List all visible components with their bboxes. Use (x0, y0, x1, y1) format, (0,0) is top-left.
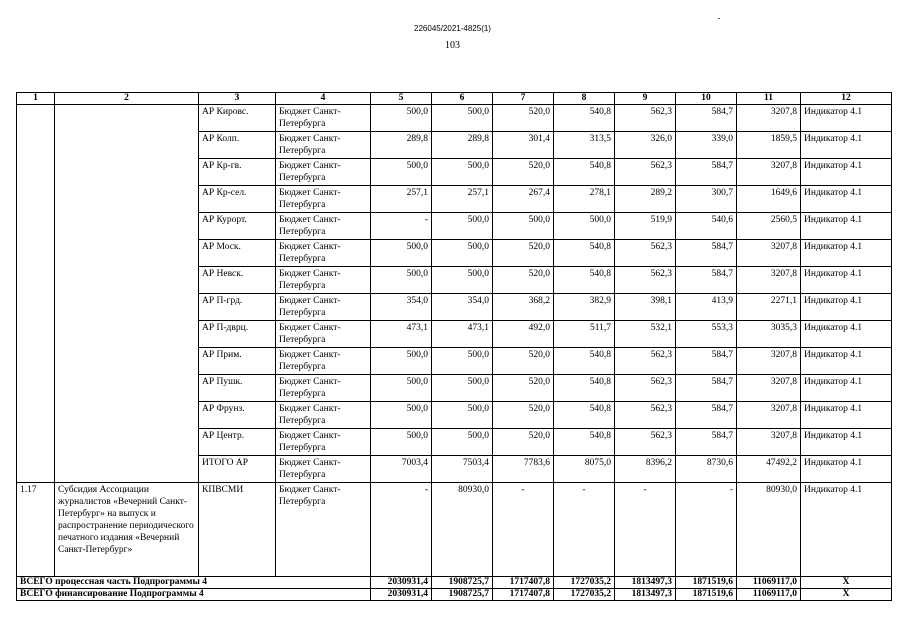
row-value: 7783,6 (493, 456, 554, 483)
total-value: 2030931,4 (371, 577, 432, 589)
entry-name: Субсидия Ассоциации журналистов «Вечерний Санкт-Петербург» на выпуск и распространение периодического печатного издания «Вечерний Санкт-Петербург» (55, 483, 199, 577)
row-value: 584,7 (676, 348, 737, 375)
row-indicator: Индикатор 4.1 (801, 294, 892, 321)
row-value: 532,1 (615, 321, 676, 348)
entry-value: 80930,0 (432, 483, 493, 577)
row-org: АР Невск. (199, 267, 276, 294)
row-value: 7503,4 (432, 456, 493, 483)
total-value: 1727035,2 (554, 577, 615, 589)
row-value: 1859,5 (737, 132, 801, 159)
entry-value: - (371, 483, 432, 577)
row-value: 500,0 (432, 375, 493, 402)
document-code: 226045/2021-4825(1) (414, 24, 491, 33)
row-value: 8396,2 (615, 456, 676, 483)
row-value: 540,8 (554, 105, 615, 132)
row-value: 562,3 (615, 402, 676, 429)
row-value: 584,7 (676, 240, 737, 267)
row-value: 540,8 (554, 375, 615, 402)
row-value: 313,5 (554, 132, 615, 159)
row-source: Бюджет Санкт-Петербурга (276, 240, 371, 267)
total-value: 1871519,6 (676, 589, 737, 601)
row-source: Бюджет Санкт-Петербурга (276, 105, 371, 132)
row-value: 3207,8 (737, 159, 801, 186)
row-indicator: Индикатор 4.1 (801, 429, 892, 456)
total-value: 1727035,2 (554, 589, 615, 601)
row-org: АР Центр. (199, 429, 276, 456)
row-value: 257,1 (371, 186, 432, 213)
row-source: Бюджет Санкт-Петербурга (276, 348, 371, 375)
row-value: 500,0 (371, 240, 432, 267)
row-value: 562,3 (615, 105, 676, 132)
total-value: 1717407,8 (493, 577, 554, 589)
entry-value: - (493, 483, 554, 577)
entry-value: 80930,0 (737, 483, 801, 577)
row-org: АР Прим. (199, 348, 276, 375)
row-value: 500,0 (432, 240, 493, 267)
row-value: 500,0 (371, 267, 432, 294)
entry-value: - (554, 483, 615, 577)
row-source: Бюджет Санкт-Петербурга (276, 456, 371, 483)
entry-source: Бюджет Санкт-Петербурга (276, 483, 371, 577)
col-header: 5 (371, 93, 432, 105)
entry-indicator: Индикатор 4.1 (801, 483, 892, 577)
row-value: 7003,4 (371, 456, 432, 483)
row-org: АР Пушк. (199, 375, 276, 402)
row-org: АР Курорт. (199, 213, 276, 240)
total-label: ВСЕГО процессная часть Подпрограммы 4 (17, 577, 371, 589)
total-indicator: X (801, 589, 892, 601)
entry-value: - (676, 483, 737, 577)
row-value: 520,0 (493, 159, 554, 186)
row-value: 500,0 (371, 159, 432, 186)
row-value: 520,0 (493, 105, 554, 132)
empty-name-cell (55, 105, 199, 483)
row-value: 2560,5 (737, 213, 801, 240)
row-value: 584,7 (676, 375, 737, 402)
entry-org: КПВСМИ (199, 483, 276, 577)
col-header: 4 (276, 93, 371, 105)
row-value: 540,8 (554, 348, 615, 375)
row-value: 584,7 (676, 159, 737, 186)
row-value: 8730,6 (676, 456, 737, 483)
total-value: 11069117,0 (737, 577, 801, 589)
row-value: 3035,3 (737, 321, 801, 348)
row-value: 520,0 (493, 375, 554, 402)
header-row (17, 93, 892, 105)
total-row-financing (17, 589, 892, 601)
row-value: 584,7 (676, 105, 737, 132)
row-value: 540,8 (554, 267, 615, 294)
row-value: 500,0 (371, 402, 432, 429)
row-value: 540,8 (554, 402, 615, 429)
row-value: 3207,8 (737, 429, 801, 456)
col-header: 2 (55, 93, 199, 105)
row-value: 413,9 (676, 294, 737, 321)
col-header: 10 (676, 93, 737, 105)
row-value: 300,7 (676, 186, 737, 213)
row-indicator: Индикатор 4.1 (801, 132, 892, 159)
row-value: 382,9 (554, 294, 615, 321)
row-value: 1649,6 (737, 186, 801, 213)
row-value: 500,0 (371, 429, 432, 456)
row-value: 289,8 (371, 132, 432, 159)
row-value: 540,6 (676, 213, 737, 240)
row-value: 520,0 (493, 348, 554, 375)
row-value: 562,3 (615, 375, 676, 402)
row-value: 540,8 (554, 159, 615, 186)
row-source: Бюджет Санкт-Петербурга (276, 213, 371, 240)
row-value: 267,4 (493, 186, 554, 213)
row-indicator: Индикатор 4.1 (801, 267, 892, 294)
total-row-process (17, 577, 892, 589)
row-value: 500,0 (371, 375, 432, 402)
total-value: 1908725,7 (432, 577, 493, 589)
row-value: 562,3 (615, 348, 676, 375)
row-value: 520,0 (493, 429, 554, 456)
row-org: АР Колп. (199, 132, 276, 159)
row-value: 289,8 (432, 132, 493, 159)
entry-value: - (615, 483, 676, 577)
row-org: АР П-грд. (199, 294, 276, 321)
col-header: 1 (17, 93, 55, 105)
page-number: 103 (445, 40, 460, 51)
row-org: АР Кр-гв. (199, 159, 276, 186)
row-source: Бюджет Санкт-Петербурга (276, 267, 371, 294)
row-value: 584,7 (676, 267, 737, 294)
row-indicator: Индикатор 4.1 (801, 240, 892, 267)
row-value: 289,2 (615, 186, 676, 213)
total-indicator: X (801, 577, 892, 589)
row-value: 500,0 (554, 213, 615, 240)
total-value: 2030931,4 (371, 589, 432, 601)
row-org: АР Кр-сел. (199, 186, 276, 213)
total-value: 1813497,3 (615, 577, 676, 589)
row-value: 562,3 (615, 429, 676, 456)
col-header: 11 (737, 93, 801, 105)
row-value: 500,0 (432, 105, 493, 132)
row-value: 500,0 (371, 105, 432, 132)
row-source: Бюджет Санкт-Петербурга (276, 429, 371, 456)
row-value: 473,1 (371, 321, 432, 348)
row-value: 500,0 (432, 159, 493, 186)
row-value: 8075,0 (554, 456, 615, 483)
table-row (17, 105, 892, 132)
row-source: Бюджет Санкт-Петербурга (276, 375, 371, 402)
row-indicator: Индикатор 4.1 (801, 186, 892, 213)
row-org: ИТОГО АР (199, 456, 276, 483)
financing-table (16, 92, 892, 601)
row-value: 339,0 (676, 132, 737, 159)
col-header: 8 (554, 93, 615, 105)
col-header: 12 (801, 93, 892, 105)
row-value: 47492,2 (737, 456, 801, 483)
row-indicator: Индикатор 4.1 (801, 375, 892, 402)
row-value: 301,4 (493, 132, 554, 159)
row-value: 3207,8 (737, 375, 801, 402)
row-value: 3207,8 (737, 402, 801, 429)
row-value: 354,0 (371, 294, 432, 321)
row-value: 562,3 (615, 267, 676, 294)
col-header: 7 (493, 93, 554, 105)
row-value: 500,0 (432, 429, 493, 456)
row-value: 473,1 (432, 321, 493, 348)
row-value: 500,0 (432, 213, 493, 240)
row-value: 326,0 (615, 132, 676, 159)
row-value: 354,0 (432, 294, 493, 321)
row-value: 257,1 (432, 186, 493, 213)
row-value: 519,9 (615, 213, 676, 240)
row-value: 3207,8 (737, 105, 801, 132)
empty-number-cell (17, 105, 55, 483)
row-org: АР Фрунз. (199, 402, 276, 429)
row-value: 3207,8 (737, 348, 801, 375)
total-value: 1717407,8 (493, 589, 554, 601)
row-value: 500,0 (493, 213, 554, 240)
row-value: 500,0 (432, 402, 493, 429)
total-value: 1871519,6 (676, 577, 737, 589)
total-label: ВСЕГО финансирование Подпрограммы 4 (17, 589, 371, 601)
row-value: 584,7 (676, 402, 737, 429)
col-header: 3 (199, 93, 276, 105)
row-org: АР Кировс. (199, 105, 276, 132)
row-indicator: Индикатор 4.1 (801, 348, 892, 375)
row-indicator: Индикатор 4.1 (801, 105, 892, 132)
scan-speck (718, 18, 720, 19)
row-source: Бюджет Санкт-Петербурга (276, 132, 371, 159)
row-indicator: Индикатор 4.1 (801, 321, 892, 348)
row-source: Бюджет Санкт-Петербурга (276, 186, 371, 213)
row-value: 520,0 (493, 267, 554, 294)
row-source: Бюджет Санкт-Петербурга (276, 159, 371, 186)
total-value: 1908725,7 (432, 589, 493, 601)
row-value: 520,0 (493, 402, 554, 429)
row-value: 511,7 (554, 321, 615, 348)
col-header: 6 (432, 93, 493, 105)
row-value: 2271,1 (737, 294, 801, 321)
row-value: 500,0 (371, 348, 432, 375)
total-value: 1813497,3 (615, 589, 676, 601)
row-source: Бюджет Санкт-Петербурга (276, 321, 371, 348)
row-indicator: Индикатор 4.1 (801, 456, 892, 483)
row-value: 584,7 (676, 429, 737, 456)
row-value: 553,3 (676, 321, 737, 348)
row-value: 398,1 (615, 294, 676, 321)
entry-number: 1.17 (17, 483, 55, 577)
row-source: Бюджет Санкт-Петербурга (276, 402, 371, 429)
row-value: 368,2 (493, 294, 554, 321)
entry-117-row (17, 483, 892, 577)
row-value: 500,0 (432, 267, 493, 294)
row-value: - (371, 213, 432, 240)
row-indicator: Индикатор 4.1 (801, 402, 892, 429)
row-value: 3207,8 (737, 267, 801, 294)
row-value: 500,0 (432, 348, 493, 375)
row-value: 520,0 (493, 240, 554, 267)
row-source: Бюджет Санкт-Петербурга (276, 294, 371, 321)
row-value: 3207,8 (737, 240, 801, 267)
col-header: 9 (615, 93, 676, 105)
row-value: 492,0 (493, 321, 554, 348)
total-value: 11069117,0 (737, 589, 801, 601)
row-indicator: Индикатор 4.1 (801, 213, 892, 240)
row-value: 562,3 (615, 240, 676, 267)
row-value: 278,1 (554, 186, 615, 213)
row-value: 540,8 (554, 429, 615, 456)
row-org: АР П-дврц. (199, 321, 276, 348)
row-value: 562,3 (615, 159, 676, 186)
row-value: 540,8 (554, 240, 615, 267)
row-org: АР Моск. (199, 240, 276, 267)
row-indicator: Индикатор 4.1 (801, 159, 892, 186)
